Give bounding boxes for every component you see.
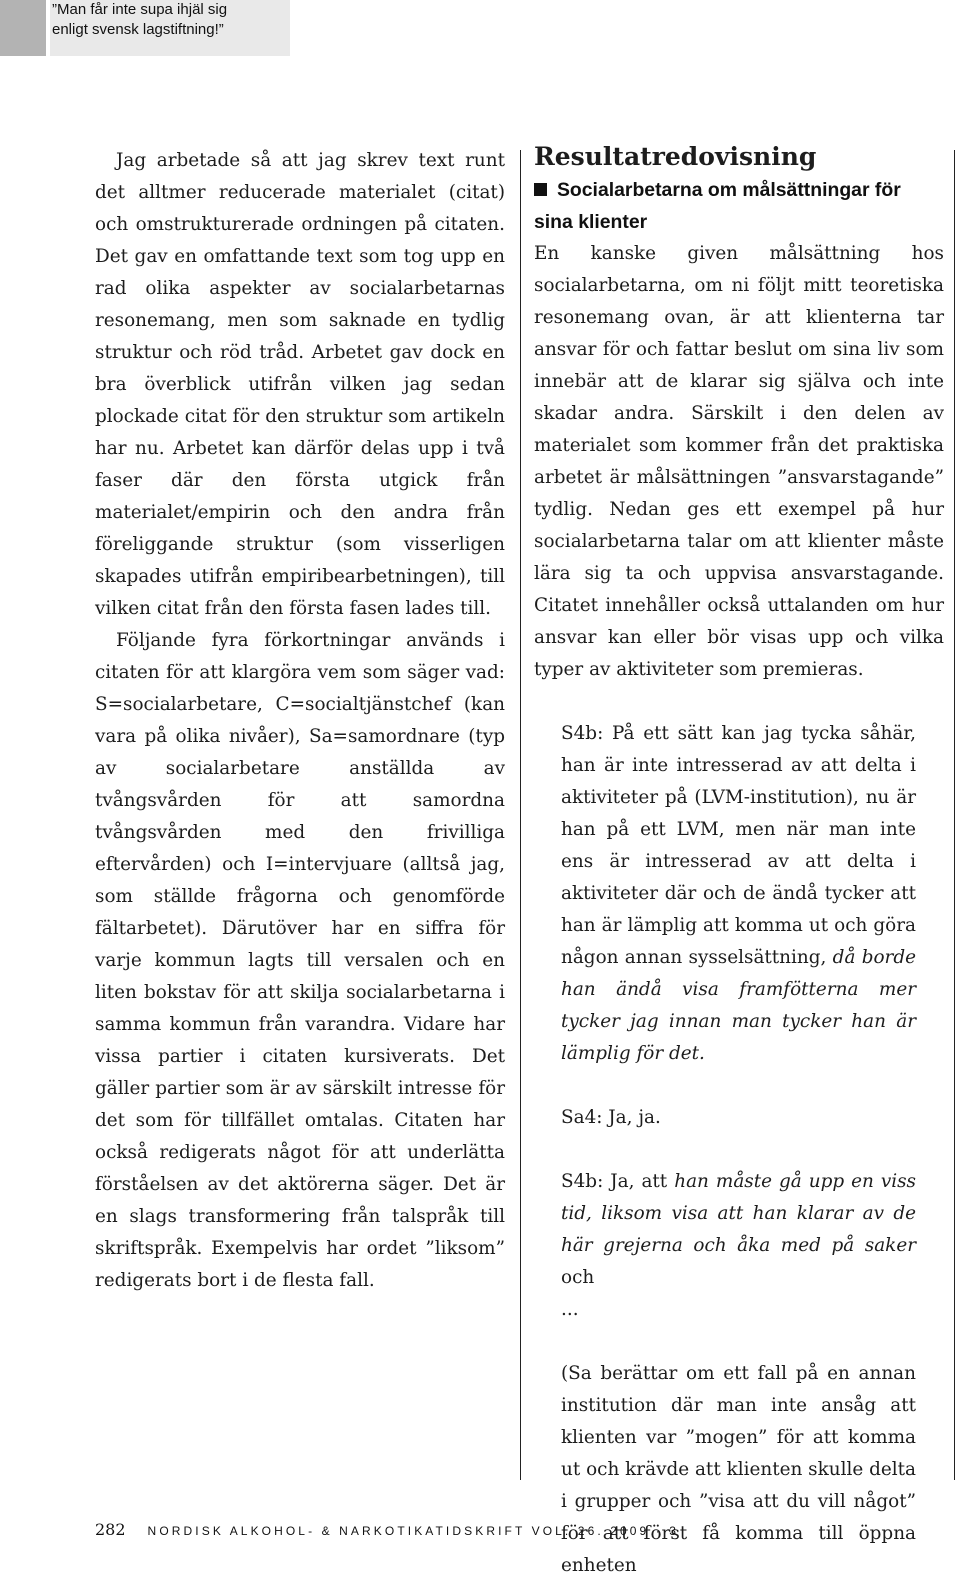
quote-1-italic: då borde han ändå visa framfötterna mer tycker jag innan man tycker han är lämplig för det. [561, 947, 916, 1064]
quote-3-italic: han måste gå upp en viss tid, liksom visa att han klarar av de här grejerna och åka med på saker [561, 1171, 916, 1256]
quote-2: Sa4: Ja, ja. [561, 1107, 661, 1128]
header-color-block [0, 0, 46, 56]
running-head-line-1: ”Man får inte supa ihjäl sig [52, 1, 228, 18]
quote-3-prefix: S4b: Ja, att [561, 1171, 668, 1192]
running-head-line-2: enligt svensk lagstiftning!” [52, 21, 224, 38]
right-column [534, 140, 944, 1582]
right-body-paragraph: En kanske given målsättning hos socialarbetarna, om ni följt mitt teoretiska resonemang ovan, är att klienterna tar ansvar för och fattar beslut om sina liv som innebär att de klarar sig själva och inte skadar andra. Särskilt i den delen av materialet som kommer från det praktiska arbetet är målsättningen ”ansvarstagande” tydlig. Nedan ges ett exempel på hur socialarbetarna talar om att klienter måste lära sig ta och uppvisa ansvarstagande. Citatet innehåller också uttalanden om hur ansvar kan eller bör visas upp och vilka typer av aktiviteter som premieras. [534, 243, 944, 680]
quote-1-plain: S4b: På ett sätt kan jag tycka såhär, han är inte intresserad av att delta i aktiviteter på (LVM-institution), nu är han på ett LVM, men när man inte ens är intresserad av att delta i aktiviteter där och de ändå tycker att han är lämplig att komma ut och göra någon annan sysselsättning, [561, 723, 916, 968]
journal-name: NORDISK ALKOHOL- & NARKOTIKATIDSKRIFT VOL. 26. 2009 · 3 [147, 1524, 680, 1538]
section-title: Resultatredovisning [534, 142, 817, 171]
left-paragraph-2: Följande fyra förkortningar används i citaten för att klargöra vem som säger vad: S=socialarbetare, C=socialtjänstchef (kan vara på olika nivåer), Sa=samordnare (typ av socialarbetare anställda av tvångsvården för att samordna tvångsvården med den frivilliga eftervården) och I=intervjuare (alltså jag, som ställde frågorna och genomförde fältarbetet). Därutöver har en siffra för varje kommun lagts till versalen och en liten bokstav för att skilja socialarbetarna i samma kommun från varandra. Vidare har vissa partier i citaten kursiverats. Det gäller partier som är av särskilt intresse för det som för tillfället omtalas. Citaten har också redigerats något för att underlätta förståelsen av det aktörerna säger. Det är en slags transformering från talspråk till skriftspråk. Exempelvis har ordet ”liksom” redigerats bort i de flesta fall. [95, 630, 505, 1291]
subsection-title [534, 174, 944, 238]
right-margin-rule [954, 150, 955, 1480]
square-bullet-icon [534, 183, 547, 196]
quote-3-suffix: och [561, 1267, 595, 1288]
quote-1 [561, 718, 916, 1070]
quote-3 [561, 1166, 916, 1326]
subsection-title-text: Socialarbetarna om målsättningar för sina klienter [534, 179, 901, 233]
left-column [95, 145, 505, 1297]
running-head [50, 0, 290, 56]
column-divider [520, 150, 521, 1480]
quote-3-ellipsis: ... [561, 1299, 579, 1320]
page-number: 282 [95, 1520, 126, 1539]
quote-4: (Sa berättar om ett fall på en annan institution där man inte ansåg att klienten var ”mogen” för att komma ut och krävde att klienten skulle delta i grupper och ”visa att du vill något” för att först få komma till öppna enheten [561, 1363, 916, 1576]
left-paragraph-1: Jag arbetade så att jag skrev text runt det alltmer reducerade materialet (citat) och omstrukturerade ordningen på citaten. Det gav en omfattande text som tog upp en rad olika aspekter av socialarbetarnas resonemang, men som saknade en tydlig struktur och röd tråd. Arbetet gav dock en bra överblick utifrån vilken jag sedan plockade citat för den struktur som artikeln har nu. Arbetet kan därför delas upp i två faser där den första utgick från materialet/empirin och den andra från föreliggande struktur (som visserligen skapades utifrån empiribearbetningen), till vilken citat från den första fasen lades till. [95, 150, 505, 619]
